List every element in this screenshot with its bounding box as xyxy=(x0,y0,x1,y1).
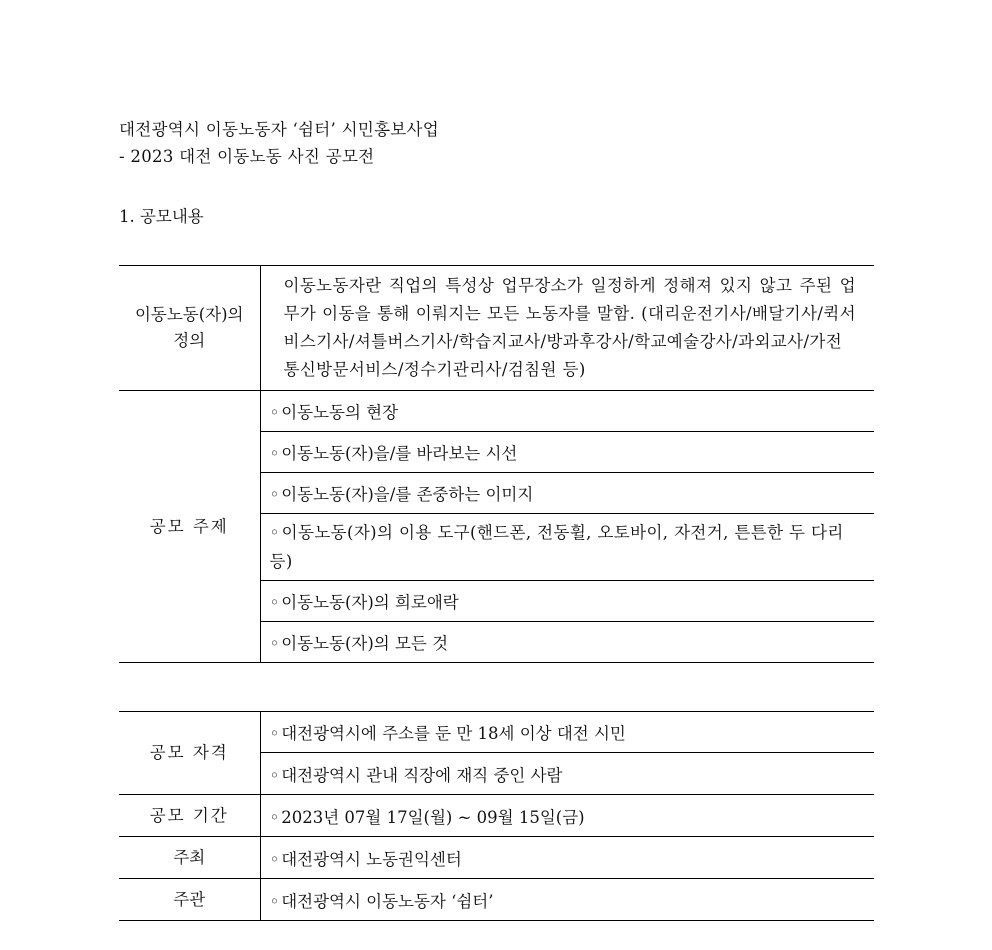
section-title: 1. 공모내용 xyxy=(119,207,204,226)
document-header xyxy=(119,116,439,170)
host-label: 주최 xyxy=(119,837,260,879)
bullet-icon: ◦ xyxy=(269,485,280,504)
definition-text: 이동노동자란 직업의 특성상 업무장소가 일정하게 정해져 있지 않고 주된 업무가 이동을 통해 이뤄지는 모든 노동자를 말함. (대리운전기사/배달기사/퀵서비스기사/셔틀버스기사/학습지교사/방과후강사/학교예술강사/과외교사/가전통신방문서비스/정수기관리사/검침원 등) xyxy=(260,266,874,391)
bullet-icon: ◦ xyxy=(269,403,280,422)
definition-label: 이동노동(자)의 정의 xyxy=(119,266,260,391)
bullet-icon: ◦ xyxy=(269,523,280,542)
header-subtitle: - 2023 대전 이동노동 사진 공모전 xyxy=(119,147,375,166)
theme-item: ◦ 이동노동(자)의 이용 도구(핸드폰, 전동휠, 오토바이, 자전거, 튼튼한 두 다리 등) xyxy=(260,514,874,581)
organizer-row xyxy=(119,879,874,921)
theme-label: 공모 주제 xyxy=(119,391,260,663)
theme-item: ◦ 이동노동(자)을/를 바라보는 시선 xyxy=(260,432,874,473)
header-title: 대전광역시 이동노동자 ‘쉼터’ 시민홍보사업 xyxy=(119,120,440,139)
bullet-icon: ◦ xyxy=(269,724,280,743)
host-value: ◦ 대전광역시 노동권익센터 xyxy=(260,837,874,879)
theme-item: ◦ 이동노동(자)을/를 존중하는 이미지 xyxy=(260,473,874,514)
definition-row xyxy=(119,266,874,391)
qualification-item: ◦ 대전광역시 관내 직장에 재직 중인 사람 xyxy=(260,753,874,795)
host-row xyxy=(119,837,874,879)
qualification-label: 공모 자격 xyxy=(119,712,260,795)
period-row xyxy=(119,795,874,837)
organizer-value: ◦ 대전광역시 이동노동자 ‘쉼터’ xyxy=(260,879,874,921)
theme-row xyxy=(119,391,874,432)
bullet-icon: ◦ xyxy=(269,849,280,869)
period-value: ◦ 2023년 07월 17일(월) ~ 09월 15일(금) xyxy=(260,795,874,837)
qualification-item: ◦ 대전광역시에 주소를 둔 만 18세 이상 대전 시민 xyxy=(260,712,874,753)
bullet-icon: ◦ xyxy=(269,593,280,612)
contest-info-table xyxy=(119,711,874,921)
bullet-icon: ◦ xyxy=(269,891,280,911)
period-label: 공모 기간 xyxy=(119,795,260,837)
bullet-icon: ◦ xyxy=(269,634,280,653)
theme-item: ◦ 이동노동(자)의 모든 것 xyxy=(269,634,449,653)
theme-item: ◦ 이동노동의 현장 xyxy=(260,391,874,432)
bullet-icon: ◦ xyxy=(269,444,280,463)
theme-item: ◦ 이동노동(자)의 희로애락 xyxy=(260,581,874,622)
organizer-label: 주관 xyxy=(119,879,260,921)
contest-content-table xyxy=(119,265,874,663)
bullet-icon: ◦ xyxy=(269,765,280,785)
qualification-row xyxy=(119,712,874,753)
bullet-icon: ◦ xyxy=(269,807,280,827)
